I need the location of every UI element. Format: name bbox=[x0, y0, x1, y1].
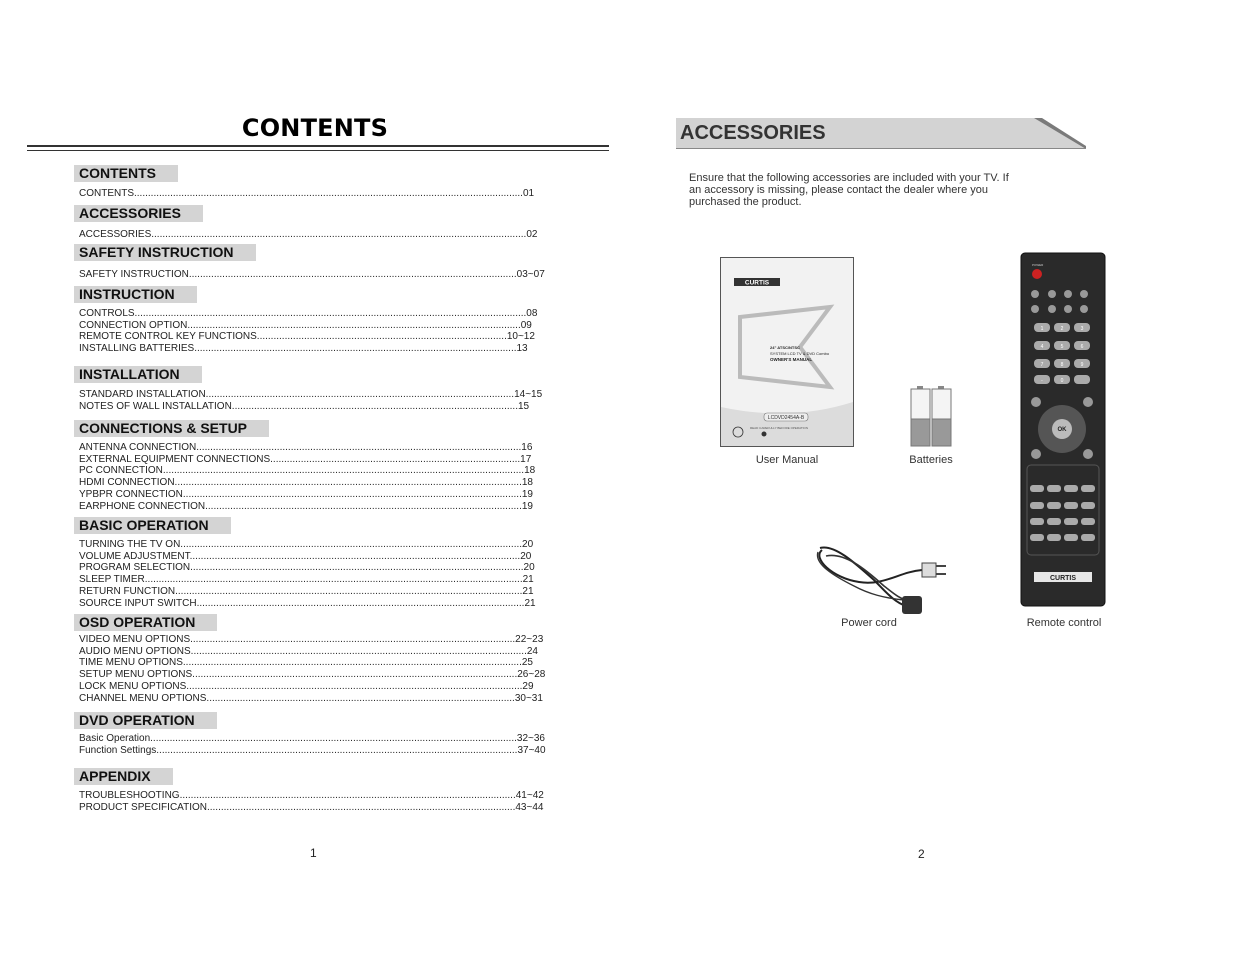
title-rule-thin bbox=[27, 150, 609, 151]
caption-batteries: Batteries bbox=[909, 454, 953, 466]
intro-text: Ensure that the following accessories are included with your TV. If an accessory is missing, please contact the dealer where you purchased the product. bbox=[689, 172, 1009, 208]
manual-brand: CURTIS bbox=[744, 279, 770, 287]
toc-entry[interactable]: SETUP MENU OPTIONS.....................................................................................................................26~28 bbox=[79, 669, 546, 681]
section-heading: INSTALLATION bbox=[74, 366, 202, 383]
user-manual-image bbox=[720, 257, 854, 447]
manual-cover-line2: SYSTEM LCD TV & DVD Combo bbox=[770, 351, 830, 356]
toc-section-connections bbox=[74, 420, 554, 512]
remote-digit-6: 6 bbox=[1080, 344, 1084, 350]
toc-entry[interactable]: TIME MENU OPTIONS..........................................................................................................................25 bbox=[79, 657, 533, 669]
toc-entry[interactable]: VIDEO MENU OPTIONS.....................................................................................................................22~23 bbox=[79, 634, 544, 645]
page-number: 1 bbox=[310, 846, 317, 860]
batteries-image bbox=[910, 385, 952, 447]
toc-entry[interactable]: CONTROLS.............................................................................................................................................08 bbox=[79, 308, 538, 319]
toc-section-accessories bbox=[74, 205, 554, 241]
remote-ok-label: OK bbox=[1057, 427, 1067, 433]
toc-entry[interactable]: HDMI CONNECTION.............................................................................................................................18 bbox=[79, 477, 533, 489]
toc-section-contents bbox=[74, 165, 554, 200]
toc-entry[interactable]: EARPHONE CONNECTION..................................................................................................................19 bbox=[79, 500, 533, 512]
power-cord-image bbox=[814, 542, 948, 620]
toc-entry[interactable]: INSTALLING BATTERIES....................................................................................................................13 bbox=[79, 343, 528, 355]
remote-power-label: POWER bbox=[1032, 263, 1044, 267]
section-heading: BASIC OPERATION bbox=[74, 517, 231, 534]
remote-digit-4: 4 bbox=[1040, 344, 1044, 350]
page-title: CONTENTS bbox=[241, 114, 389, 142]
caption-user-manual: User Manual bbox=[755, 454, 819, 466]
section-heading: ACCESSORIES bbox=[74, 205, 203, 222]
toc-entry[interactable]: NOTES OF WALL INSTALLATION.......................................................................................................15 bbox=[79, 400, 530, 412]
toc-entry[interactable]: SAFETY INSTRUCTION......................................................................................................................03~07 bbox=[79, 269, 545, 280]
remote-digit-9: 9 bbox=[1080, 362, 1084, 368]
toc-entry[interactable]: EXTERNAL EQUIPMENT CONNECTIONS..........................................................................................17 bbox=[79, 453, 532, 465]
toc-section-dvd-operation bbox=[74, 712, 554, 756]
remote-digit-2: 2 bbox=[1060, 326, 1064, 332]
remote-digit-5: 5 bbox=[1060, 344, 1064, 350]
toc-entry[interactable]: AUDIO MENU OPTIONS.........................................................................................................................24 bbox=[79, 645, 538, 657]
remote-digit-7: 7 bbox=[1040, 362, 1044, 368]
section-title: ACCESSORIES bbox=[680, 122, 826, 144]
manual-cover-line1: 24" ATSC/NTSC bbox=[770, 345, 800, 350]
section-heading: APPENDIX bbox=[74, 768, 173, 785]
section-heading: DVD OPERATION bbox=[74, 712, 217, 729]
toc-entry[interactable]: PROGRAM SELECTION........................................................................................................................20 bbox=[79, 562, 535, 574]
remote-brand: CURTIS bbox=[1049, 575, 1077, 582]
toc-entry[interactable]: SOURCE INPUT SWITCH......................................................................................................................21 bbox=[79, 597, 536, 609]
toc-entry[interactable]: REMOTE CONTROL KEY FUNCTIONS..........................................................................................10~12 bbox=[79, 331, 535, 343]
toc-entry[interactable]: PC CONNECTION..................................................................................................................................18 bbox=[79, 465, 536, 477]
toc-entry[interactable]: ANTENNA CONNECTION.....................................................................................................................16 bbox=[79, 442, 533, 453]
remote-digit-dash: - bbox=[1041, 378, 1043, 384]
toc-entry[interactable]: CHANNEL MENU OPTIONS...............................................................................................................30~31 bbox=[79, 692, 543, 704]
remote-digit-0: 0 bbox=[1060, 378, 1064, 384]
toc-section-basic-operation bbox=[74, 517, 554, 609]
toc-entry[interactable]: YPBPR CONNECTION..........................................................................................................................19 bbox=[79, 488, 533, 500]
toc-entry[interactable]: RETURN FUNCTION.............................................................................................................................21 bbox=[79, 585, 534, 597]
page-number: 2 bbox=[918, 847, 925, 861]
manual-cover-line3: OWNER'S MANUAL bbox=[770, 357, 813, 362]
toc-entry[interactable]: TURNING THE TV ON...........................................................................................................................20 bbox=[79, 539, 534, 550]
toc-entry[interactable]: ACCESSORIES.......................................................................................................................................02 bbox=[79, 229, 538, 240]
remote-digit-3: 3 bbox=[1080, 326, 1084, 332]
manual-model: LCDVD2454A-B bbox=[767, 415, 805, 421]
remote-control-image bbox=[1020, 252, 1106, 608]
toc-section-appendix bbox=[74, 768, 554, 813]
toc-entry[interactable]: VOLUME ADJUSTMENT.......................................................................................................................20 bbox=[79, 550, 532, 562]
toc-entry[interactable]: CONNECTION OPTION........................................................................................................................09 bbox=[79, 319, 532, 331]
section-heading: CONTENTS bbox=[74, 165, 178, 182]
toc-section-instruction bbox=[74, 286, 554, 355]
toc-entry[interactable]: CONTENTS............................................................................................................................................01 bbox=[79, 188, 535, 199]
section-heading: CONNECTIONS & SETUP bbox=[74, 420, 269, 437]
toc-section-safety bbox=[74, 244, 554, 281]
toc-entry[interactable]: Basic Operation....................................................................................................................................32~36 bbox=[79, 733, 545, 744]
caption-power-cord: Power cord bbox=[841, 617, 897, 629]
remote-digit-8: 8 bbox=[1060, 362, 1064, 368]
remote-digit-1: 1 bbox=[1040, 326, 1044, 332]
toc-section-osd-operation bbox=[74, 614, 554, 704]
section-heading: OSD OPERATION bbox=[74, 614, 217, 631]
title-rule bbox=[27, 145, 609, 147]
toc-entry[interactable]: Function Settings..................................................................................................................................37~40 bbox=[79, 744, 546, 756]
manual-read-note: READ CAREFULLY BEFORE OPERATION bbox=[750, 426, 809, 430]
section-heading: SAFETY INSTRUCTION bbox=[74, 244, 256, 261]
toc-entry[interactable]: SLEEP TIMER........................................................................................................................................21 bbox=[79, 574, 534, 586]
section-heading: INSTRUCTION bbox=[74, 286, 197, 303]
toc-entry[interactable]: STANDARD INSTALLATION...............................................................................................................14~15 bbox=[79, 389, 543, 400]
toc-entry[interactable]: TROUBLESHOOTING.........................................................................................................................41~42 bbox=[79, 790, 544, 801]
toc-entry[interactable]: LOCK MENU OPTIONS.........................................................................................................................29 bbox=[79, 680, 534, 692]
toc-section-installation bbox=[74, 366, 554, 412]
caption-remote-control: Remote control bbox=[1026, 617, 1102, 629]
toc-entry[interactable]: PRODUCT SPECIFICATION...............................................................................................................43~44 bbox=[79, 801, 544, 813]
